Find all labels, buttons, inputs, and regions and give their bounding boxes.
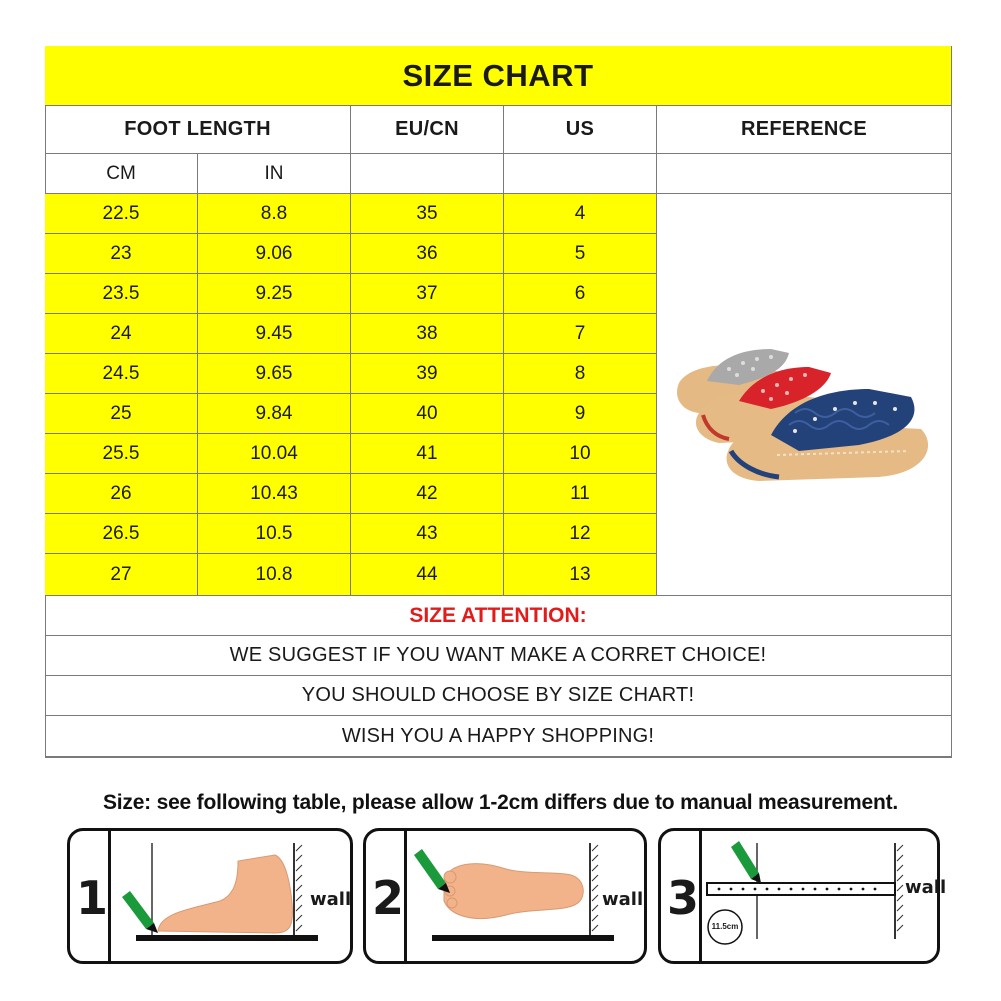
cell-in: 9.25	[198, 274, 351, 314]
size-chart-table	[45, 46, 952, 757]
ruler-icon	[661, 831, 943, 967]
cell-eu: 43	[351, 514, 504, 554]
wall-hatch-icon	[895, 843, 903, 939]
subheader-empty	[657, 154, 952, 194]
cell-us: 8	[504, 354, 657, 394]
cell-cm: 26	[45, 474, 198, 514]
cell-eu: 40	[351, 394, 504, 434]
cell-us: 13	[504, 554, 657, 596]
cell-cm: 24	[45, 314, 198, 354]
wall-label: wall	[602, 889, 644, 910]
cell-in: 9.06	[198, 234, 351, 274]
attention-line: WISH YOU A HAPPY SHOPPING!	[45, 716, 952, 757]
cell-in: 10.5	[198, 514, 351, 554]
cell-cm: 23.5	[45, 274, 198, 314]
cell-us: 12	[504, 514, 657, 554]
cell-cm: 25	[45, 394, 198, 434]
step-number: 1	[76, 871, 109, 925]
cell-in: 10.43	[198, 474, 351, 514]
subheader-cm: CM	[45, 154, 198, 194]
cell-eu: 38	[351, 314, 504, 354]
wall-label: wall	[310, 889, 352, 910]
wall-hatch-icon	[590, 843, 598, 939]
cell-cm: 25.5	[45, 434, 198, 474]
cell-us: 11	[504, 474, 657, 514]
cell-eu: 39	[351, 354, 504, 394]
cell-cm: 22.5	[45, 194, 198, 234]
measure-step-2	[363, 828, 647, 964]
attention-line: YOU SHOULD CHOOSE BY SIZE CHART!	[45, 676, 952, 716]
header-reference: REFERENCE	[657, 106, 952, 154]
header-foot-length: FOOT LENGTH	[45, 106, 351, 154]
cell-cm: 23	[45, 234, 198, 274]
step-number: 3	[667, 871, 700, 925]
cell-eu: 35	[351, 194, 504, 234]
cell-eu: 36	[351, 234, 504, 274]
wall-label: wall	[905, 877, 947, 898]
cell-us: 7	[504, 314, 657, 354]
measure-step-3	[658, 828, 947, 964]
attention-line: WE SUGGEST IF YOU WANT MAKE A CORRET CHOICE!	[45, 636, 952, 676]
subheader-in: IN	[198, 154, 351, 194]
cell-us: 4	[504, 194, 657, 234]
wall-hatch-icon	[294, 843, 302, 939]
measurement-note: Size: see following table, please allow 1-2cm differs due to manual measurement.	[102, 791, 899, 814]
chart-title: SIZE CHART	[45, 46, 952, 106]
cell-us: 10	[504, 434, 657, 474]
cell-eu: 44	[351, 554, 504, 596]
cell-cm: 24.5	[45, 354, 198, 394]
cell-in: 9.65	[198, 354, 351, 394]
attention-heading: SIZE ATTENTION:	[45, 596, 952, 636]
cell-cm: 26.5	[45, 514, 198, 554]
measure-step-1	[67, 828, 353, 964]
cell-in: 8.8	[198, 194, 351, 234]
cell-us: 9	[504, 394, 657, 434]
cell-in: 9.84	[198, 394, 351, 434]
cell-eu: 42	[351, 474, 504, 514]
cell-eu: 41	[351, 434, 504, 474]
sandal-image	[659, 305, 949, 485]
cell-cm: 27	[45, 554, 198, 596]
step-number: 2	[372, 871, 405, 925]
subheader-empty	[504, 154, 657, 194]
cell-in: 10.8	[198, 554, 351, 596]
ruler-value-label: 11.5cm	[711, 922, 739, 931]
subheader-empty	[351, 154, 504, 194]
pen-icon	[414, 849, 450, 893]
cell-us: 6	[504, 274, 657, 314]
cell-us: 5	[504, 234, 657, 274]
cell-eu: 37	[351, 274, 504, 314]
cell-in: 10.04	[198, 434, 351, 474]
header-eu-cn: EU/CN	[351, 106, 504, 154]
reference-image-cell	[657, 194, 952, 596]
header-us: US	[504, 106, 657, 154]
cell-in: 9.45	[198, 314, 351, 354]
